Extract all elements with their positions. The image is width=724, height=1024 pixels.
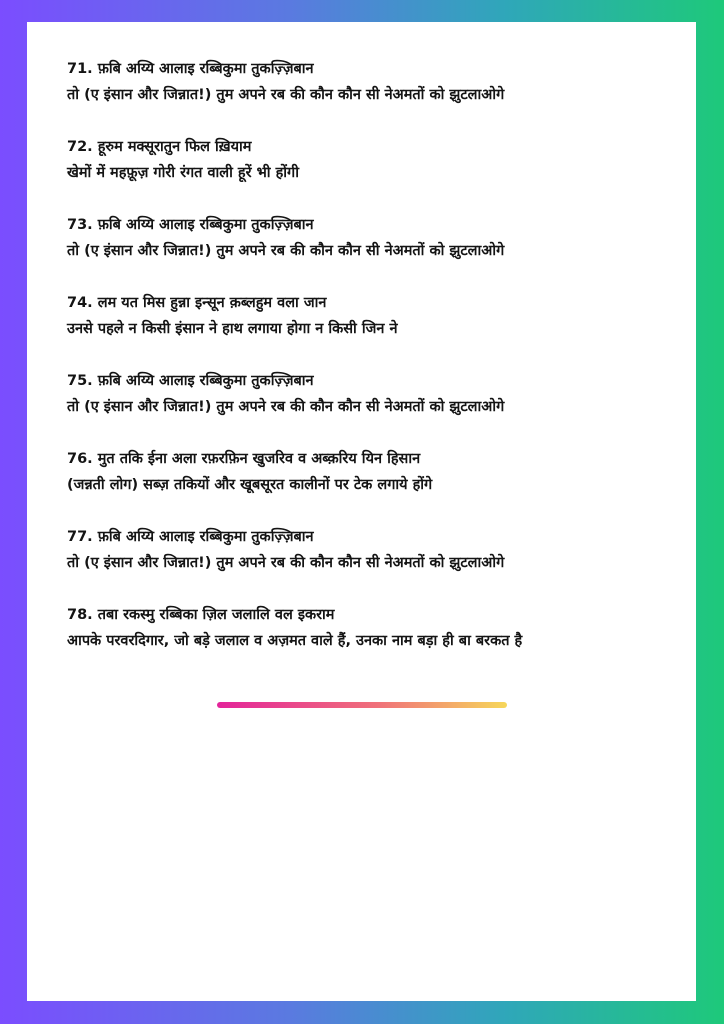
verse-translation: तो (ए इंसान और जिन्नात!) तुम अपने रब की कौन कौन सी नेअमतों को झुटलाओगे — [67, 399, 505, 415]
verse-transliteration: 76. मुत तकि ईना अला रफ़रफ़िन खुजरिव व अब्क़रिय यिन हिसान — [67, 451, 421, 467]
document-page — [27, 22, 696, 1001]
verse-transliteration: 74. लम यत मिस हुन्ना इन्सून क़ब्लहुम वला जान — [67, 295, 327, 311]
verse-transliteration: 73. फ़बि अय्यि आलाइ रब्बिकुमा तुकज़्ज़िबान — [67, 217, 314, 233]
verse-75 — [67, 368, 687, 420]
verse-73 — [67, 212, 687, 264]
verse-78 — [67, 602, 687, 654]
verse-74 — [67, 290, 687, 342]
verse-translation: खेमों में महफ़ूज़ गोरी रंगत वाली हूरें भी होंगी — [67, 165, 299, 181]
verse-71 — [67, 56, 687, 108]
verse-72 — [67, 134, 687, 186]
verse-translation: उनसे पहले न किसी इंसान ने हाथ लगाया होगा न किसी जिन ने — [67, 321, 398, 337]
verse-translation: तो (ए इंसान और जिन्नात!) तुम अपने रब की कौन कौन सी नेअमतों को झुटलाओगे — [67, 87, 505, 103]
verse-transliteration: 71. फ़बि अय्यि आलाइ रब्बिकुमा तुकज़्ज़िबान — [67, 61, 314, 77]
verse-list — [67, 56, 687, 680]
gradient-divider — [217, 702, 507, 708]
verse-translation: तो (ए इंसान और जिन्नात!) तुम अपने रब की कौन कौन सी नेअमतों को झुटलाओगे — [67, 555, 505, 571]
verse-transliteration: 78. तबा रकस्मु रब्बिका ज़िल जलालि वल इकराम — [67, 607, 335, 623]
verse-transliteration: 77. फ़बि अय्यि आलाइ रब्बिकुमा तुकज़्ज़िबान — [67, 529, 314, 545]
verse-76 — [67, 446, 687, 498]
verse-translation: (जन्नती लोग) सब्ज़ तकियों और खूबसूरत कालीनों पर टेक लगाये होंगे — [67, 477, 433, 493]
verse-transliteration: 72. हूरुम मक्सूरातुन फिल ख़ियाम — [67, 139, 252, 155]
verse-translation: आपके परवरदिगार, जो बड़े जलाल व अज़मत वाले हैं, उनका नाम बड़ा ही बा बरकत है — [67, 633, 523, 649]
verse-77 — [67, 524, 687, 576]
verse-transliteration: 75. फ़बि अय्यि आलाइ रब्बिकुमा तुकज़्ज़िबान — [67, 373, 314, 389]
verse-translation: तो (ए इंसान और जिन्नात!) तुम अपने रब की कौन कौन सी नेअमतों को झुटलाओगे — [67, 243, 505, 259]
